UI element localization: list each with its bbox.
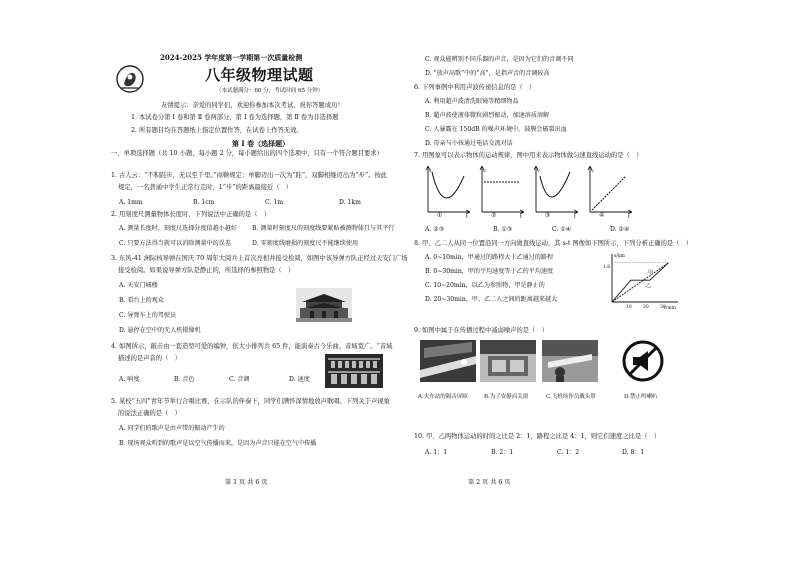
q3-line2: 接受检阅。如果说导弹方队是静止的，所选择的参照物是（ ） <box>118 267 295 274</box>
exam-header: 2024-2025 学年度第一学期第一次质量检测 <box>160 53 303 62</box>
exam-meta: （本试题满分：60 分，考试时间 65 分钟） <box>216 88 324 94</box>
q7-stem: 7. 用图象可以表示物体的运动规律，图中用来表示物体做匀速直线运动的是（ ） <box>414 152 643 159</box>
svg-text:t: t <box>520 214 523 220</box>
note-1: 1. 本试卷分第 Ⅰ 卷和第 Ⅱ 卷两部分，第 Ⅰ 卷为选择题，第 Ⅱ 卷为非选择题 <box>131 114 339 121</box>
q9-image-a <box>420 340 476 382</box>
q8-xtick-10: 10 <box>626 305 632 310</box>
q9-caption-d[interactable]: D.禁止鸣喇叭 <box>624 394 658 400</box>
q6-option-a[interactable]: A. 利用超声波清洗眼镜等精细物品 <box>425 98 519 105</box>
q3-option-c[interactable]: C. 导弹车上的驾驶员 <box>119 312 177 319</box>
school-logo <box>115 64 145 94</box>
q8-option-b[interactable]: B. 0~30min，甲的平均速度等于乙的平均速度 <box>425 268 554 275</box>
q8-xlabel: t/min <box>664 306 676 311</box>
q8-stem: 8. 甲、乙二人从同一位置沿同一方向做直线运动，其 s-t 图像如下图所示，下列分析正确的是（ ） <box>414 240 693 247</box>
q4-option-b[interactable]: B. 音色 <box>174 376 195 383</box>
q7-graph-3 <box>532 162 580 220</box>
q10-option-b[interactable]: B. 2：1 <box>491 449 514 456</box>
q3-line1: 3. 东风-41 洲际核导弹在国庆 70 周年大阅兵上首次亮相并接受检阅，如图中该导弹方队正经过天安门广场 <box>111 255 408 262</box>
q8-option-c[interactable]: C. 10~20min，以乙为参照物，甲是静止的 <box>425 282 545 289</box>
svg-text:s: s <box>429 168 432 174</box>
q3-option-a[interactable]: A. 天安门城楼 <box>119 282 158 289</box>
q7-option-c[interactable]: C. ①④ <box>552 226 572 233</box>
q3-option-b[interactable]: B. 看台上的观众 <box>119 297 164 304</box>
q6-option-c[interactable]: C. 人暴露在 150dB 的噪声环境中，鼓膜会破裂出血 <box>425 126 567 133</box>
svg-text:t: t <box>628 214 631 220</box>
q7-option-b[interactable]: B. ①③ <box>493 226 513 233</box>
q2-option-c[interactable]: C. 只要方法得当就可以消除测量中的误差 <box>119 240 231 247</box>
q8-series-line-yi <box>612 263 669 302</box>
exam-title: 八年级物理试题 <box>205 66 314 84</box>
q7-graph-4-label: ④ <box>599 212 605 219</box>
no-horn-sign-icon <box>620 338 666 384</box>
q8-xtick-20: 20 <box>643 305 649 310</box>
q6-stem: 6. 下列事例中利用声波传递信息的是（ ） <box>414 84 536 91</box>
q5-option-d[interactable]: D. “放声高歌”中的“高”，是指声音的音调较高 <box>425 70 550 77</box>
q8-label-yi: 乙 <box>646 283 652 289</box>
section-title: 第 Ⅰ 卷（选择题） <box>232 139 290 148</box>
q5-line1: 5. 某校“五四”青年节举行合唱比赛，在示队的伴奏下，同学们满怀深情地放声歌唱。下列关于声现象 <box>111 398 390 405</box>
q9-image-c <box>542 340 598 382</box>
q9-caption-c[interactable]: C.飞机场作员戴头罩 <box>546 394 596 400</box>
q4-line2: 描述的是声音的（ ） <box>118 355 181 362</box>
q2-option-b[interactable]: B. 测量时刻度尺的刻度线要紧贴被测物体且与其平行 <box>252 225 395 232</box>
q8-option-a[interactable]: A. 0~10min，甲通过的路程大于乙通过的路程 <box>425 254 554 261</box>
q9-caption-b[interactable]: B.为了安静而关窗 <box>484 394 529 400</box>
q1-option-a[interactable]: A. 1mm <box>119 199 143 206</box>
q4-option-c[interactable]: C. 音调 <box>229 376 250 383</box>
q7-graph-1-label: ① <box>437 212 443 219</box>
q5-option-a[interactable]: A. 同学们的歌声是由声带的振动产生的 <box>119 425 225 432</box>
note-2: 2. 所有题目均在答题纸上指定位置作答，在试卷上作答无效。 <box>131 127 303 134</box>
q2-option-a[interactable]: A. 测量长度时，刻度尺选择分度值越小越好 <box>119 225 237 232</box>
q1-line2: 规定，一名普通中学生正常行走时，1“步”的距离最接近（ ） <box>118 184 293 191</box>
q8-ytick-1.8: 1.8 <box>603 265 611 270</box>
q5-line2: 的说法正确的是（ ） <box>118 410 181 417</box>
q6-option-b[interactable]: B. 超声波使液体微粒剧烈振动，加速溶质溶解 <box>425 112 550 119</box>
q10-option-d[interactable]: D. 8：1 <box>622 449 645 456</box>
svg-text:s: s <box>483 168 486 174</box>
q5-option-b[interactable]: B. 现场观众听到的歌声是以空气传播而来，是因为声音只能在空气中传播 <box>119 440 317 447</box>
right-page-footer: 第 2 页 共 6 页 <box>468 479 511 486</box>
q4-line1: 4. 如图所示，敲击由一套造型可爱的编钟，依大小排列共 65 件，能演奏古今乐曲，音域宽广。“音域 <box>111 343 393 350</box>
q8-option-d[interactable]: D. 20~30min，甲、乙二人之间的距离越来越大 <box>425 296 558 303</box>
q4-option-a[interactable]: A. 响度 <box>119 376 140 383</box>
q10-stem: 10. 甲、乙两物体运动的时间之比是 2：1，路程之比是 4：1，则它们速度之比是（ ） <box>414 433 661 440</box>
q7-graph-1 <box>424 162 472 220</box>
q1-option-b[interactable]: B. 1cm <box>193 199 215 206</box>
q8-ylabel: s/km <box>614 254 625 259</box>
greeting: 友情提示：亲爱的同学们，欢迎你参加本次考试，祝你答题成功！ <box>161 102 344 109</box>
q10-option-c[interactable]: C. 1：2 <box>557 449 580 456</box>
svg-text:v: v <box>537 168 540 174</box>
q7-graph-3-label: ③ <box>545 212 551 219</box>
q3-option-d[interactable]: D. 悬停在空中的无人机摄像机 <box>119 327 201 334</box>
q9-image-b <box>480 340 536 382</box>
q7-graph-2 <box>478 162 526 220</box>
q2-stem: 2. 用刻度尺测量物体长度时，下列说法中正确的是（ ） <box>111 211 271 218</box>
svg-text:v: v <box>591 168 594 174</box>
q7-option-a[interactable]: A. ②③ <box>425 226 445 233</box>
q2-option-d[interactable]: D. 零刻度线磨损的刻度尺不能继续使用 <box>252 240 359 247</box>
q8-xtick-30: 30 <box>660 305 666 310</box>
q7-graph-4 <box>586 162 634 220</box>
left-page-footer: 第 1 页 共 6 页 <box>225 479 268 486</box>
q6-option-d[interactable]: D. 母亲与小孩通过电话交流对话 <box>425 140 513 147</box>
q7-graph-2-label: ② <box>491 212 497 219</box>
q1-line1: 1. 古人云：“不积跬步，无以至千里。”商鞅规定：单脚迈出一次为“跬”，双脚相继迈出为“步”。按此 <box>111 172 388 179</box>
q8-st-chart <box>602 250 682 310</box>
tiananmen-image <box>296 288 352 322</box>
bianzhong-image <box>325 354 383 388</box>
q10-option-a[interactable]: A. 1：1 <box>425 449 448 456</box>
part-title: 一、单项选择题（共 10 小题，每小题 2 分，每小题给出的四个选项中，只有一个符合题目要求） <box>111 150 383 157</box>
q1-option-d[interactable]: D. 1km <box>339 199 361 206</box>
q7-option-d[interactable]: D. ②④ <box>610 226 630 233</box>
q4-option-d[interactable]: D. 速度 <box>289 376 310 383</box>
svg-text:t: t <box>574 214 577 220</box>
q9-caption-a[interactable]: A.火车站的隔音屏障 <box>418 394 468 400</box>
q8-label-jia: 甲 <box>648 270 654 276</box>
q9-stem: 9. 如图中属于在传播过程中减弱噪声的是（ ） <box>414 327 548 334</box>
svg-text:t: t <box>466 214 469 220</box>
q1-option-c[interactable]: C. 1m <box>265 199 283 206</box>
q5-option-c[interactable]: C. 观众能辨别不同乐器的声音，是因为它们的音调不同 <box>425 56 574 63</box>
